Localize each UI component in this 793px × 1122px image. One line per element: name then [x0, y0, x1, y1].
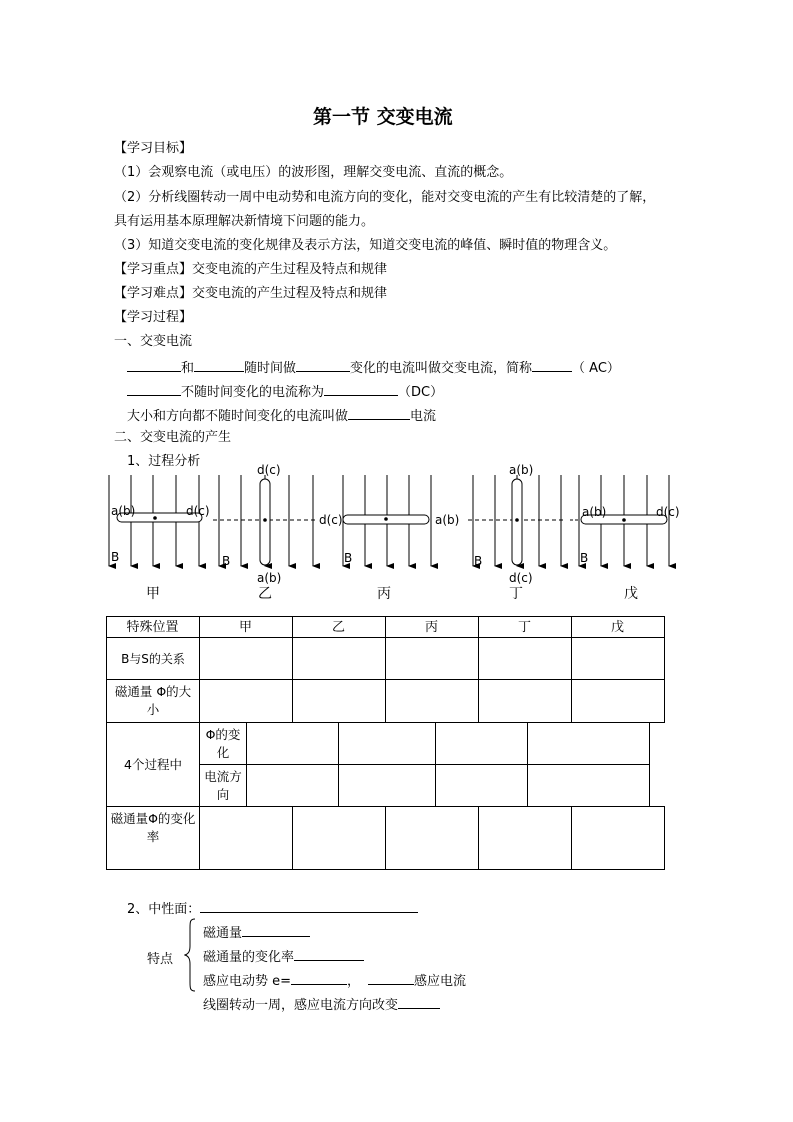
label-fig3-left: d(c) [319, 513, 343, 527]
table-header-bing: 丙 [424, 619, 438, 635]
text: 磁通量 [203, 926, 243, 941]
label-fig2-top: d(c) [257, 463, 281, 477]
objective-3: （3）知道交变电流的变化规律及表示方法，知道交变电流的峰值、瞬时值的物理含义。 [114, 238, 617, 253]
blank[interactable] [294, 947, 364, 961]
row-flux-magnitude: 磁通量 Φ的大小 [114, 684, 192, 717]
neutral-plane-heading [127, 899, 418, 918]
blank[interactable] [398, 995, 440, 1009]
objectives-heading: 【学习目标】 [114, 141, 193, 156]
label-fig1-left: a(b) [111, 504, 136, 518]
field-label: B [344, 551, 353, 565]
blank[interactable] [368, 971, 414, 985]
text: ， [347, 974, 361, 989]
label-fig4-top: a(b) [509, 463, 534, 477]
field-label: B [222, 554, 231, 568]
process-heading: 【学习过程】 [114, 310, 193, 325]
field-label: B [474, 554, 483, 568]
brace-icon [184, 918, 198, 992]
table-header-position: 特殊位置 [126, 619, 179, 635]
objective-2-cont: 具有运用基本原理解决新情境下问题的能力。 [114, 214, 375, 229]
table-header-wu: 戊 [610, 619, 624, 635]
caption-ding: 丁 [509, 586, 523, 602]
label-fig4-bottom: d(c) [509, 571, 533, 585]
page-title: 第一节 交变电流 [313, 106, 453, 128]
field-label: B [111, 550, 120, 564]
text: 不随时间变化的电流称为 [181, 385, 325, 400]
key-point-label: 【学习重点】 [114, 262, 193, 277]
text: （ AC） [572, 361, 620, 376]
row-four-processes: 4个过程中 [124, 756, 182, 772]
feature-flux-rate [203, 947, 364, 966]
label-fig5-left: a(b) [582, 505, 607, 519]
text: 变化的电流叫做交变电流，简称 [350, 361, 533, 376]
row-b-s-relation: B与S的关系 [121, 652, 185, 666]
label-fig1-right: d(c) [186, 504, 210, 518]
text: 和 [181, 361, 195, 376]
text: 磁通量的变化率 [203, 950, 295, 965]
blank[interactable] [242, 923, 310, 937]
caption-yi: 乙 [258, 586, 272, 602]
blank[interactable] [291, 971, 347, 985]
row-current-direction: 电流方向 [204, 768, 242, 802]
table-header-yi: 乙 [331, 619, 345, 635]
process-analysis-heading: 1、过程分析 [127, 454, 201, 469]
table-header-jia: 甲 [238, 619, 252, 635]
text: 2、中性面： [127, 902, 201, 917]
feature-emf [203, 971, 466, 990]
caption-bing: 丙 [377, 586, 391, 602]
section2-heading: 二、交变电流的产生 [114, 430, 232, 445]
text: 感应电动势 e= [203, 974, 292, 989]
feature-turn [203, 995, 440, 1014]
text: （DC） [398, 385, 444, 400]
table-header-ding: 丁 [517, 619, 531, 635]
text: 随时间做 [244, 361, 297, 376]
row-flux-rate: 磁通量Φ的变化率 [110, 811, 196, 844]
field-label: B [580, 551, 589, 565]
label-fig5-right: d(c) [656, 505, 680, 519]
difficulty-text: 交变电流的产生过程及特点和规律 [192, 286, 388, 301]
text: 电流 [410, 409, 437, 424]
text: 感应电流 [414, 974, 467, 989]
label-fig2-bottom: a(b) [257, 571, 282, 585]
label-fig3-right: a(b) [435, 513, 460, 527]
feature-flux [203, 923, 310, 942]
caption-wu: 戊 [624, 586, 638, 602]
blank[interactable] [200, 899, 418, 913]
difficulty-label: 【学习难点】 [114, 286, 193, 301]
objective-1: （1）会观察电流（或电压）的波形图，理解交变电流、直流的概念。 [114, 165, 513, 180]
caption-jia: 甲 [146, 586, 160, 602]
text: 线圈转动一周，感应电流方向改变 [203, 998, 399, 1013]
features-label: 特点 [147, 952, 174, 967]
text: 大小和方向都不随时间变化的电流叫做 [127, 409, 349, 424]
objective-2: （2）分析线圈转动一周中电动势和电流方向的变化，能对交变电流的产生有比较清楚的了解， [114, 190, 656, 205]
section1-heading: 一、交变电流 [114, 334, 193, 349]
key-point-text: 交变电流的产生过程及特点和规律 [192, 262, 388, 277]
row-flux-change: Φ的变化 [205, 726, 241, 760]
